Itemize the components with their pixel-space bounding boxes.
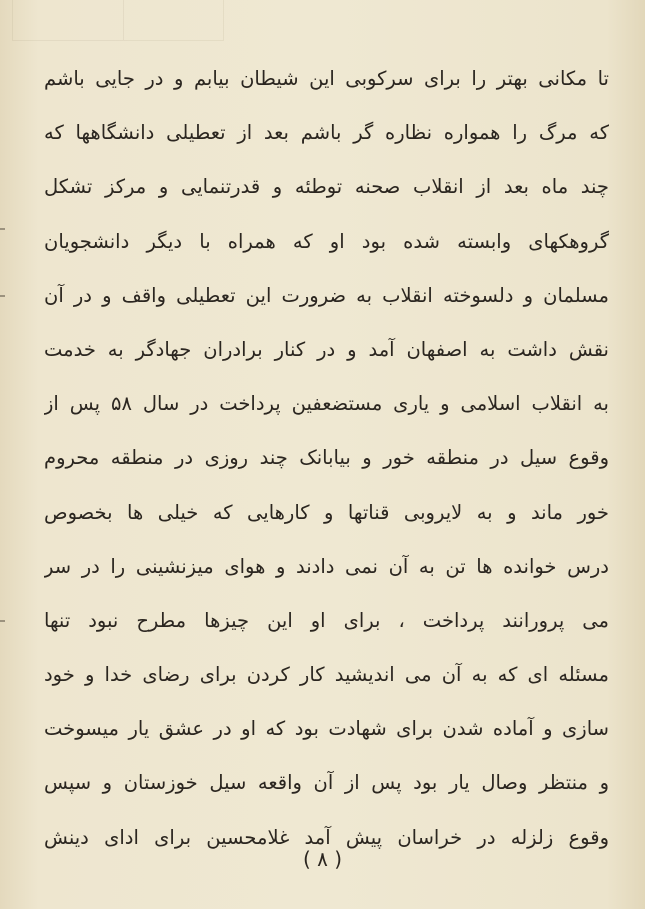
text-line: خور ماند و به لایروبی قناتها و کارهایی که خیلی ها بخصوص	[44, 500, 609, 524]
text-line: مسئله ای که به آن می اندیشید کار کردن برای رضای خدا و خود	[44, 663, 609, 687]
edge-mark	[0, 295, 5, 297]
text-line: مسلمان و دلسوخته انقلاب به ضرورت این تعطیلی واقف و در آن	[44, 283, 609, 307]
bleed-through-box	[12, 0, 224, 41]
edge-mark	[0, 620, 5, 622]
text-line: وقوع سیل در منطقه خور و بیابانک چند روزی در منطقه محروم	[44, 446, 609, 470]
text-line: درس خوانده ها تن به آن نمی دادند و هوای میزنشینی را در سر	[44, 554, 609, 578]
page-number: ( ۸ )	[302, 847, 343, 871]
text-line: که مرگ را همواره نظاره گر باشم بعد از تعطیلی دانشگاهها که	[44, 121, 609, 145]
body-text	[44, 52, 609, 865]
text-line: چند ماه بعد از انقلاب صحنه توطئه و قدرتنمایی و مرکز تشکل	[44, 175, 609, 199]
text-line: سازی و آماده شدن برای شهادت بود که او در عشق یار میسوخت	[44, 717, 609, 741]
text-line: نقش داشت به اصفهان آمد و در کنار برادران جهادگر به خدمت	[44, 337, 609, 361]
text-line: گروهکهای وابسته شده بود او که همراه با دیگر دانشجویان	[44, 229, 609, 253]
edge-mark	[0, 228, 5, 230]
text-line: به انقلاب اسلامی و یاری مستضعفین پرداخت در سال ۵۸ پس از	[44, 392, 609, 416]
text-line: تا مکانی بهتر را برای سرکوبی این شیطان بیابم و در جایی باشم	[44, 67, 609, 90]
text-line: و منتظر وصال یار بود پس از آن واقعه سیل خوزستان و سپس	[44, 771, 609, 795]
text-line: می پرورانند پرداخت ، برای او این چیزها مطرح نبود تنها	[44, 608, 609, 632]
text-line: وقوع زلزله در خراسان پیش آمد غلامحسین برای ادای دینش	[44, 825, 609, 849]
